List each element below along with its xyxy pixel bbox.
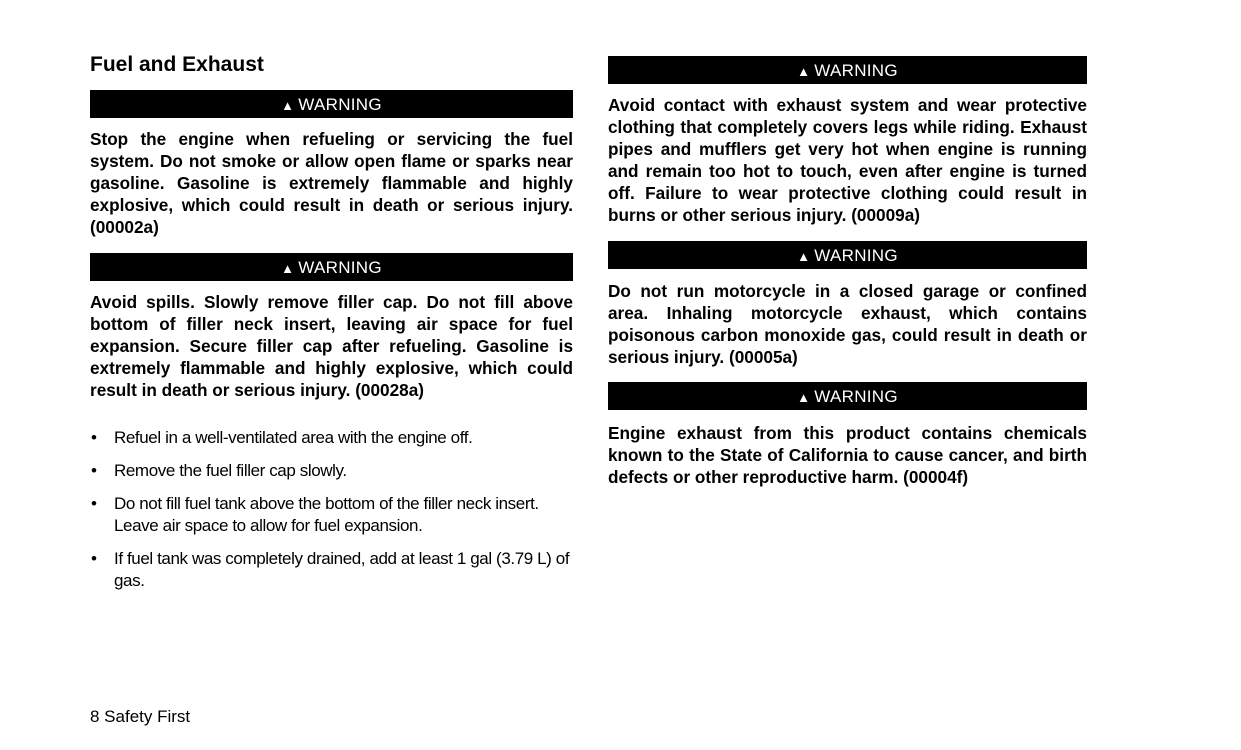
warning-label: WARNING (814, 387, 898, 406)
list-item: • Refuel in a well-ventilated area with the engine off. (91, 428, 473, 447)
fuel-tips-list (90, 427, 575, 603)
warning-text: Stop the engine when refueling or servicing the fuel system. Do not smoke or allow open flame or sparks near gasoline. Gasoline is extremely flammable and highly explosive, which could result in death or serious injury. (00002a) (90, 129, 573, 237)
warning-banner (90, 253, 573, 281)
list-item-text: Remove the fuel filler cap slowly. (114, 461, 347, 480)
warning-banner (608, 56, 1087, 84)
list-item-text: Refuel in a well-ventilated area with the engine off. (114, 428, 473, 447)
warning-label: WARNING (814, 61, 898, 80)
warning-triangle-icon: ▲ (281, 261, 295, 276)
list-item-text: If fuel tank was completely drained, add at least 1 gal (3.79 L) of gas. (114, 549, 570, 590)
warning-text: Avoid spills. Slowly remove filler cap. Do not fill above bottom of filler neck insert, leaving air space for fuel expansion. Secure filler cap after refueling. Gasoline is extremely flammable and highly explosive, which could result in death or serious injury. (00028a) (90, 292, 573, 400)
warning-label: WARNING (298, 258, 382, 277)
warning-triangle-icon: ▲ (797, 249, 811, 264)
list-item: • If fuel tank was completely drained, add at least 1 gal (3.79 L) of gas. (91, 549, 570, 590)
warning-label: WARNING (814, 246, 898, 265)
warning-triangle-icon: ▲ (797, 64, 811, 79)
list-item-text: Do not fill fuel tank above the bottom of the filler neck insert. Leave air space to allow for fuel expansion. (114, 494, 539, 535)
section-title: Fuel and Exhaust (90, 53, 264, 76)
warning-triangle-icon: ▲ (797, 390, 811, 405)
warning-banner (608, 382, 1087, 410)
warning-text: Engine exhaust from this product contains chemicals known to the State of California to cause cancer, and birth defects or other reproductive harm. (00004f) (608, 423, 1087, 487)
list-item: • Remove the fuel filler cap slowly. (91, 461, 347, 480)
page-footer: 8 Safety First (90, 707, 191, 726)
warning-text: Do not run motorcycle in a closed garage or confined area. Inhaling motorcycle exhaust, which contains poisonous carbon monoxide gas, could result in death or serious injury. (00005a) (608, 281, 1087, 367)
warning-banner (90, 90, 573, 118)
list-item: • Do not fill fuel tank above the bottom of the filler neck insert. Leave air space to allow for fuel expansion. (91, 494, 539, 535)
warning-triangle-icon: ▲ (281, 98, 295, 113)
warning-banner (608, 241, 1087, 269)
warning-label: WARNING (298, 95, 382, 114)
warning-text: Avoid contact with exhaust system and wear protective clothing that completely covers legs while riding. Exhaust pipes and mufflers get very hot when engine is running and remain too hot to touch, even after engine is turned off. Failure to wear protective clothing could result in burns or other serious injury. (00009a) (608, 95, 1087, 225)
